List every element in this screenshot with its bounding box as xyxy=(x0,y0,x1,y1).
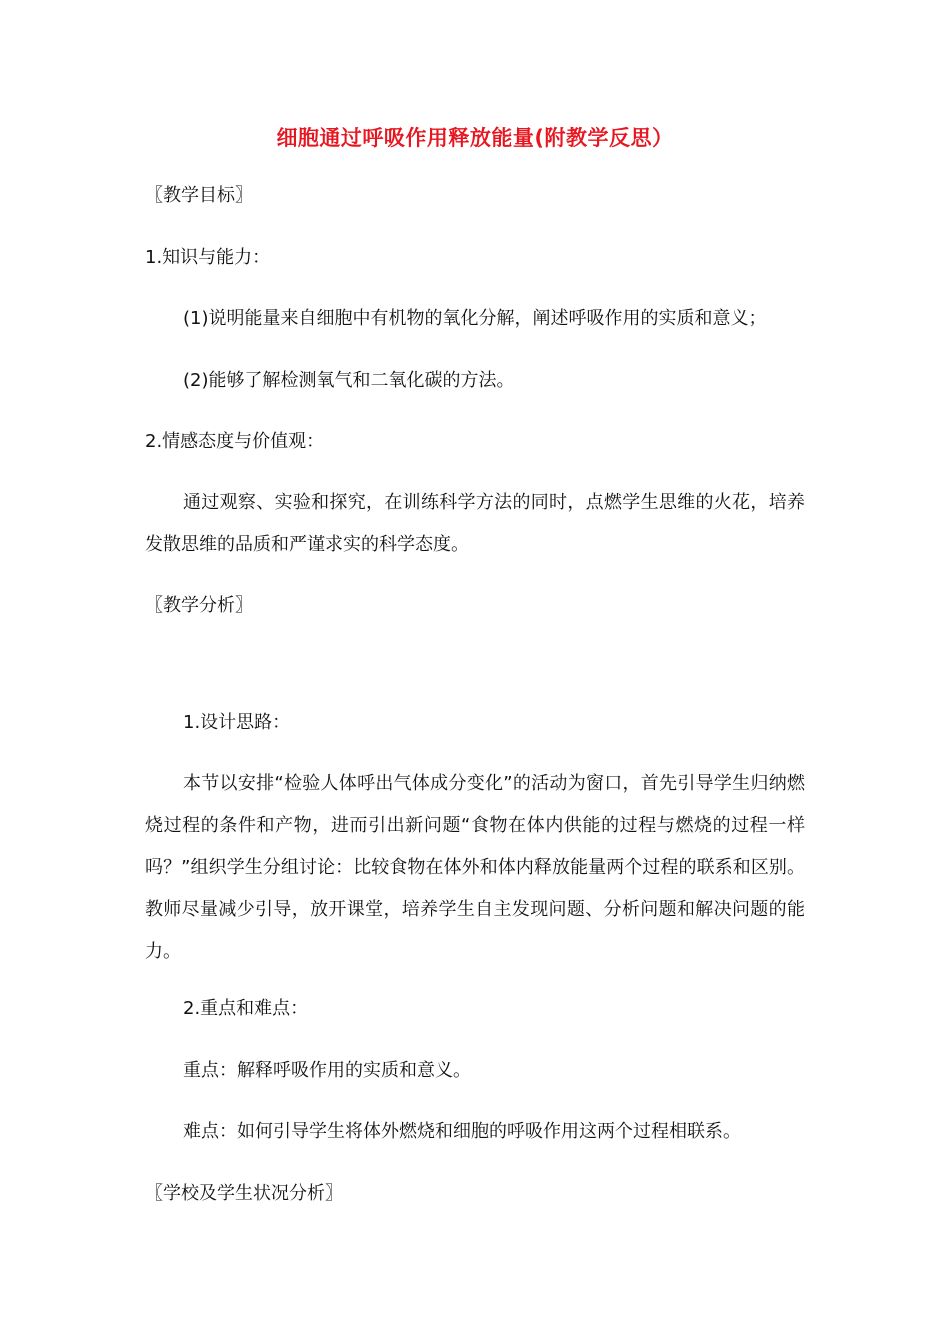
section-analysis: 〖教学分析〗 xyxy=(145,595,253,616)
document-title: 细胞通过呼吸作用释放能量(附教学反思） xyxy=(276,126,674,150)
knowledge-item-2: (2)能够了解检测氧气和二氧化碳的方法。 xyxy=(183,370,515,391)
section-school-analysis: 〖学校及学生状况分析〗 xyxy=(145,1183,343,1204)
key-point: 重点：解释呼吸作用的实质和意义。 xyxy=(183,1060,471,1081)
key-heading: 2.重点和难点： xyxy=(183,998,309,1019)
section-objectives: 〖教学目标〗 xyxy=(145,185,253,206)
design-paragraph: 本节以安排“检验人体呼出气体成分变化”的活动为窗口，首先引导学生归纳燃烧过程的条件和产物，进而引出新问题“食物在体内供能的过程与燃烧的过程一样吗？”组织学生分组讨论：比较食物在体外和体内释放能量两个过程的联系和区别。教师尽量减少引导，放开课堂，培养学生自主发现问题、分析问题和解决问题的能力。 xyxy=(145,773,805,962)
knowledge-heading: 1.知识与能力： xyxy=(145,247,271,268)
knowledge-item-1: (1)说明能量来自细胞中有机物的氧化分解，阐述呼吸作用的实质和意义； xyxy=(183,308,767,329)
emotion-heading: 2.情感态度与价值观： xyxy=(145,431,325,452)
design-heading: 1.设计思路： xyxy=(183,712,291,733)
difficult-point: 难点：如何引导学生将体外燃烧和细胞的呼吸作用这两个过程相联系。 xyxy=(183,1121,741,1142)
emotion-paragraph: 通过观察、实验和探究，在训练科学方法的同时，点燃学生思维的火花，培养发散思维的品质和严谨求实的科学态度。 xyxy=(145,492,805,555)
